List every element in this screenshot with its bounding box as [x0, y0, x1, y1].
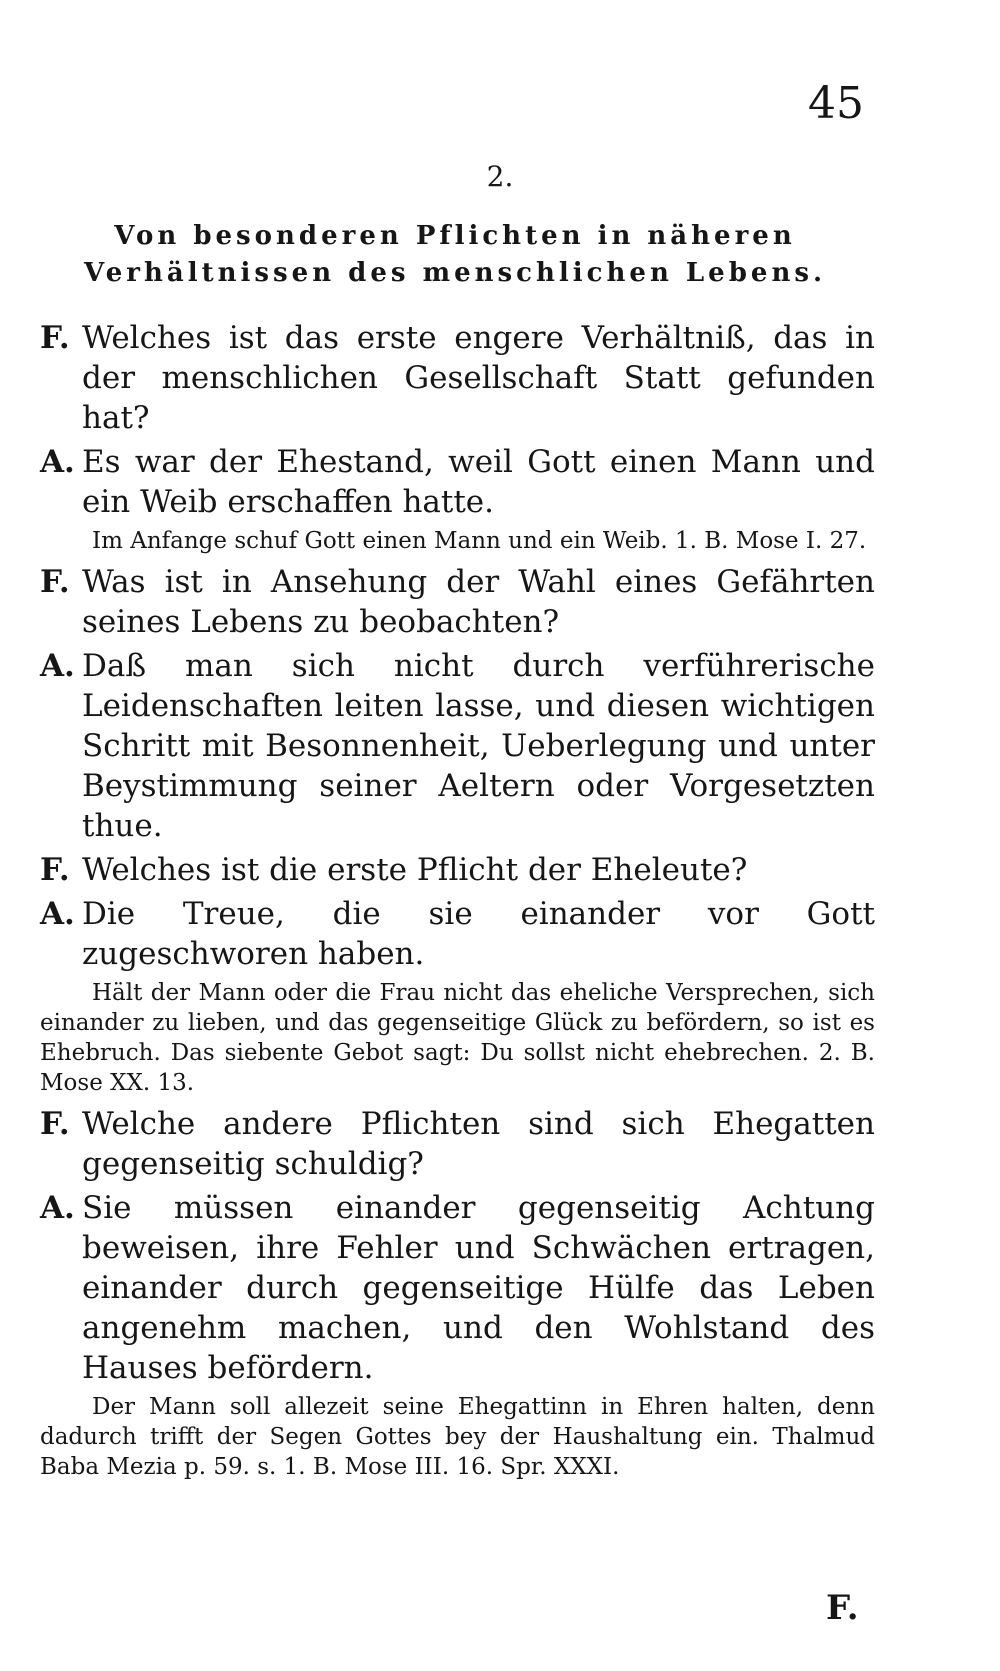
answer — [40, 442, 875, 522]
answer-text: Die Treue, die sie einander vor Gott zugeschworen haben. — [82, 896, 875, 972]
catchword: F. — [826, 1588, 859, 1628]
answer — [40, 646, 875, 846]
answer-text: Daß man sich nicht durch verführerische Leidenschaften leiten lasse, und diesen wichtigen Schritt mit Besonnenheit, Ueberlegung und unter Beystimmung seiner Aeltern oder Vorgesetzten thue. — [82, 648, 875, 844]
question — [40, 850, 875, 890]
note: Im Anfange schuf Gott einen Mann und ein Weib. 1. B. Mose I. 27. — [92, 528, 867, 554]
answer-text: Sie müssen einander gegenseitig Achtung beweisen, ihre Fehler und Schwächen ertragen, einander durch gegenseitige Hülfe das Leben angenehm machen, und den Wohlstand des Hauses befördern. — [82, 1190, 875, 1386]
page-number: 45 — [808, 78, 864, 129]
section-number: 2. — [486, 160, 514, 193]
question — [40, 562, 875, 642]
note: Der Mann soll allezeit seine Ehegattinn in Ehren halten, denn dadurch trifft der Segen Gottes bey der Haushaltung ein. Thalmud Baba Mezia p. 59. s. 1. B. Mose III. 16. Spr. XXXI. — [40, 1394, 875, 1480]
question-marker: F. — [40, 852, 70, 888]
question-marker: F. — [40, 1106, 70, 1142]
page-body — [40, 318, 875, 1488]
answer — [40, 1188, 875, 1388]
answer-marker: A. — [40, 1190, 75, 1226]
section-heading: Von besonderen Pflichten in näheren Verhältnissen des menschlichen Lebens. — [83, 221, 827, 288]
question-text: Welche andere Pflichten sind sich Ehegatten gegenseitig schuldig? — [82, 1106, 875, 1182]
note: Hält der Mann oder die Frau nicht das eheliche Versprechen, sich einander zu lieben, und das gegenseitige Glück zu befördern, so ist es Ehebruch. Das siebente Gebot sagt: Du sollst nicht ehebrechen. 2. B. Mose XX. 13. — [40, 980, 875, 1096]
question-text: Welches ist die erste Pflicht der Eheleute? — [82, 852, 748, 888]
answer — [40, 894, 875, 974]
question-text: Was ist in Ansehung der Wahl eines Gefährten seines Lebens zu beobachten? — [82, 564, 875, 640]
answer-text: Es war der Ehestand, weil Gott einen Mann und ein Weib erschaffen hatte. — [82, 444, 875, 520]
question-marker: F. — [40, 564, 70, 600]
question-marker: F. — [40, 320, 70, 356]
question-text: Welches ist das erste engere Verhältniß, das in der menschlichen Gesellschaft Statt gefunden hat? — [82, 320, 875, 436]
question — [40, 1104, 875, 1184]
answer-marker: A. — [40, 896, 75, 932]
answer-marker: A. — [40, 444, 75, 480]
answer-marker: A. — [40, 648, 75, 684]
question — [40, 318, 875, 438]
